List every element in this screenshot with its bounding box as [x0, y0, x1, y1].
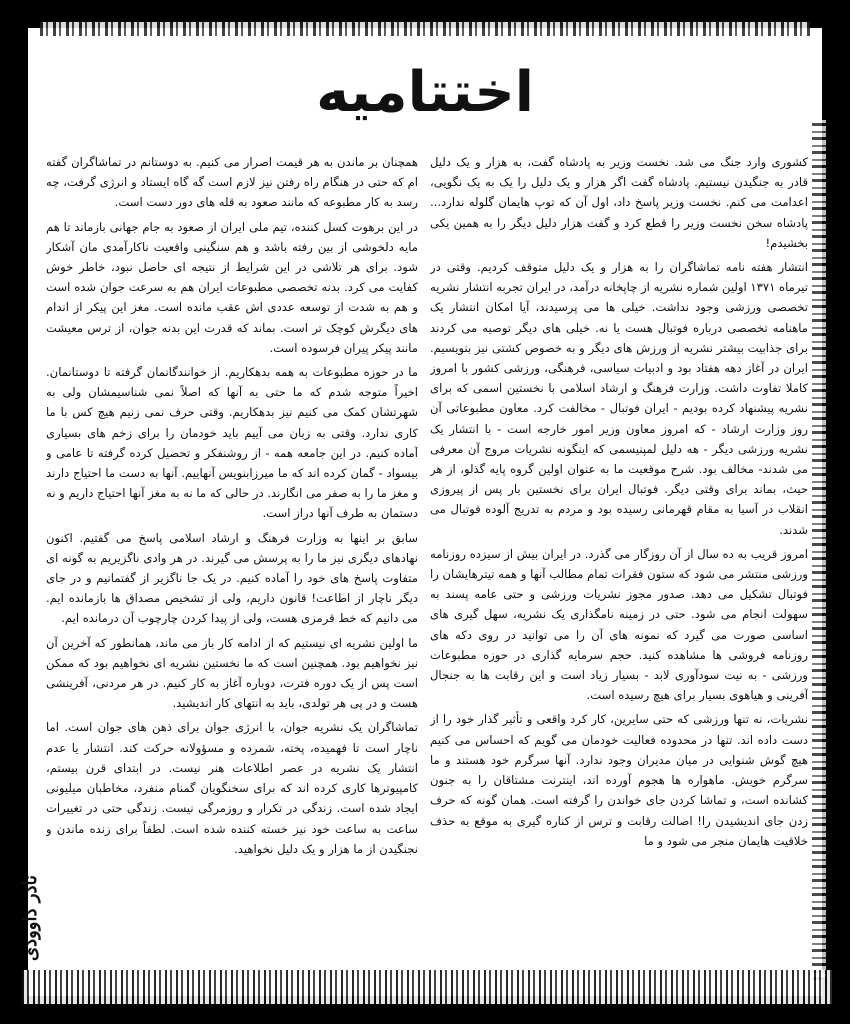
scan-noise-bottom	[22, 970, 832, 1004]
paragraph: انتشار هفته نامه تماشاگران را به هزار و یک دلیل متوقف کردیم. وقتی در تیرماه ۱۳۷۱ اولین شماره نشریه از چاپخانه درآمد، در ایران تجربه انتشار نشریه تخصصی ورزشی وجود نداشت. خیلی ها می پرسیدند، آیا امکان انتشار یک ماهنامه تخصصی درباره فوتبال هست یا نه. خیلی های دیگر توصیه می کردند برای جذابیت بیشتر نشریه از ورزش های دیگر و به خصوص کشتی نیز بنویسیم. ایران در آغاز دهه هفتاد بود و ادبیات سیاسی، فرهنگی، ورزشی کشور با امروز کاملا تفاوت داشت. وزارت فرهنگ و ارشاد اسلامی با نخستین اسمی که برای نشریه پیشنهاد کرده بودیم - ایران فوتبال - مخالفت کرد. معاون مطبوعاتی آن روز وزارت ارشاد - که امروز معاون وزیر امور خارجه است - با انتشار یک نشریه ورزشی دیگر - هه دلیل لمپنیسمی که اینگونه نشریات مروج آن معرفی می شدند- مخالف بود. شرح موقعیت ما به عنوان اولین گروه پایه گذلو، از هر حیث، بماند برای وقتی دیگر. فوتبال ایران برای نخستین بار پس از پیروزی انقلاب در آسیا به مقام قهرمانی رسیده بود و مردم به تدریج آلوده فوتبال می شدند.	[430, 260, 808, 537]
paragraph: امروز قریب به ده سال از آن روزگار می گذرد. در ایران بیش از سیزده روزنامه ورزشی منتشر می شود که ستون فقرات تمام مطالب آنها و همه تیترهایشان را فوتبال تشکیل می دهد. صدور مجوز نشریات ورزشی و حتی عامه پسند به سهولت انجام می شود. حتی در زمینه نامگذاری یک نشریه، سهل گیری های اساسی صورت می گیرد که نمونه های آن را می توانید در روی دکه های روزنامه فروشی ها مشاهده کنید. حجم سرمایه گذاری در حوزه مطبوعات ورزشی - به نیت سودآوری لابد - بسیار زیاد است و این رقابت ها به جنجال آفرینی و هیاهوی بسیار برای هیچ رسیده است.	[430, 546, 808, 703]
article-title: اختتامیه	[316, 60, 534, 125]
paragraph: همچنان بر ماندن به هر قیمت اصرار می کنیم. به دوستانم در تماشاگران گفته ام که حتی در هنگام راه رفتن نیز لازم است گه گاه ایستاد و انرژی گرفت، چه رسد به کار مطبوعه که مانند صعود به قله های دور دست است.	[46, 155, 418, 210]
text-column-left	[46, 152, 418, 952]
text-column-right	[430, 152, 808, 952]
paragraph: کشوری وارد جنگ می شد. نخست وزیر به پادشاه گفت، به هزار و یک دلیل قادر به جنگیدن نیستیم. پادشاه گفت اگر هزار و یک دلیل را یک به یک نگویی، اعدامت می کنم. نخست وزیر پاسخ داد، اول آن که توپ هایمان گلوله ندارد... پادشاه سخن نخست وزیر را قطع کرد و گفت هزار دلیل دیگر را به همین یکی بخشیدم!	[430, 155, 808, 250]
paragraph: ما در حوزه مطبوعات به همه بدهکاریم. از خوانندگانمان گرفته تا دوستانمان. اخیراً متوجه شدم که ما حتی به آنها که اصلاً نمی شناسیمشان ولی به شهرتشان کمک می کنیم نیز بدهکاریم. وقتی حرف نمی زنیم هیچ کس با ما کاری ندارد. وقتی به زبان می آییم باید خودمان را برای زخم های بسیاری آماده کنیم. در این جامعه همه - از روشنفکر و تحصیل کرده گرفته تا عامی و بیسواد - گمان کرده اند که ما میرزابنویس آنهاییم. آنها به دست ما احتیاج دارند و مغز ما را به صفر می انگارند. در حالی که ما نه به مغز آنها احتیاج داریم و نه دستمان به طرف آنها دراز است.	[46, 365, 418, 521]
paragraph: سابق بر اینها به وزارت فرهنگ و ارشاد اسلامی پاسخ می گفتیم. اکنون نهادهای دیگری نیز ما را به پرسش می گیرند. در هر وادی ناگزیریم به گونه ای متفاوت پاسخ های خود را آماده کنیم. در یک جا ناگزیر از گفتمانیم و در جای دیگر ناچار از اطاعت! قانون داریم، ولی از تشخیص مصداق ها بازمانده ایم. می دانیم که خط قرمزی هست، ولی از پیدا کردن چارچوب آن درمانده ایم.	[46, 530, 418, 626]
paragraph: تماشاگران یک نشریه جوان، با انرژی جوان برای ذهن های جوان است. اما ناچار است تا فهمیده، پخته، شمرده و مسؤولانه حرکت کند. انتشار یا عدم انتشار یک نشریه در عصر اطلاعات هنر نیست. در ابتدای قرن بیستم، کامپیوترها کاری کرده اند که برای سخنگویان گمنام منفرد، مخاطبان میلیونی ایجاد شده است. زندگی در تکرار و روزمرگی نیست. زندگی حتی در تغییرات ساعت به ساعت خود نیز خسته کننده شده است. لطفاً برای زنده ماندن و نجنگیدن از ما هزار و یک دلیل نخواهید.	[46, 720, 418, 856]
paragraph: نشریات، نه تنها ورزشی که حتی سایرین، کار کرد واقعی و تأثیر گذار خود را از دست داده اند. تنها در محدوده فعالیت خودمان می گویم که احساس می کنیم هیچ گوش شنوایی در میان مدیران وجود ندارد. آنها سرگرم خود هستند و ما سرگرم خویش. ماهواره ها هجوم آورده اند، اینترنت مشتاقان را به جنون کشانده است، و تماشا کردن جای خواندن را گرفته است. همان گونه که حرف زدن جای اندیشیدن را! اصالت رقابت و ترس از کناره گیری به موقع به حذف خلاقیت هایمان منجر می شود و ما	[430, 712, 808, 848]
paragraph: ما اولین نشریه ای نیستیم که از ادامه کار باز می ماند، همانطور که آخرین آن نیز نخواهیم بود. همچنین است که ما نخستین نشریه ای نخواهیم بود که ممکن است پس از یک دوره فترت، دوباره آغاز به کار کنیم. در هر مردنی، آفرینشی هست و در پی هر تولدی، باید به انتهای کار اندیشید.	[46, 635, 418, 711]
paragraph: در این برهوت کسل کننده، تیم ملی ایران از صعود به جام جهانی بازماند تا هم مایه دلخوشی از بین رفته باشد و هم سنگینی واقعیت ناکارآمدی مان آشکار شود. برای هر تلاشی در این شرایط از نتیجه ای حاصل نبود، خاطر خوش کفایت می کرد. بدنه تخصصی مطبوعات ایران هم به سرعت جوان شده است و هم به شدت از توسعه عددی اش عقب مانده است. مغز این پیکر از اندام های دیگرش کوچک تر است. بماند که قدرت این بدنه جوان، از ترس معیشت مانند پیکر پیران فرسوده است.	[46, 219, 418, 355]
scan-noise-right	[812, 120, 826, 980]
scan-noise-top	[40, 22, 810, 36]
author-signature: نادر داوودی	[20, 875, 41, 961]
